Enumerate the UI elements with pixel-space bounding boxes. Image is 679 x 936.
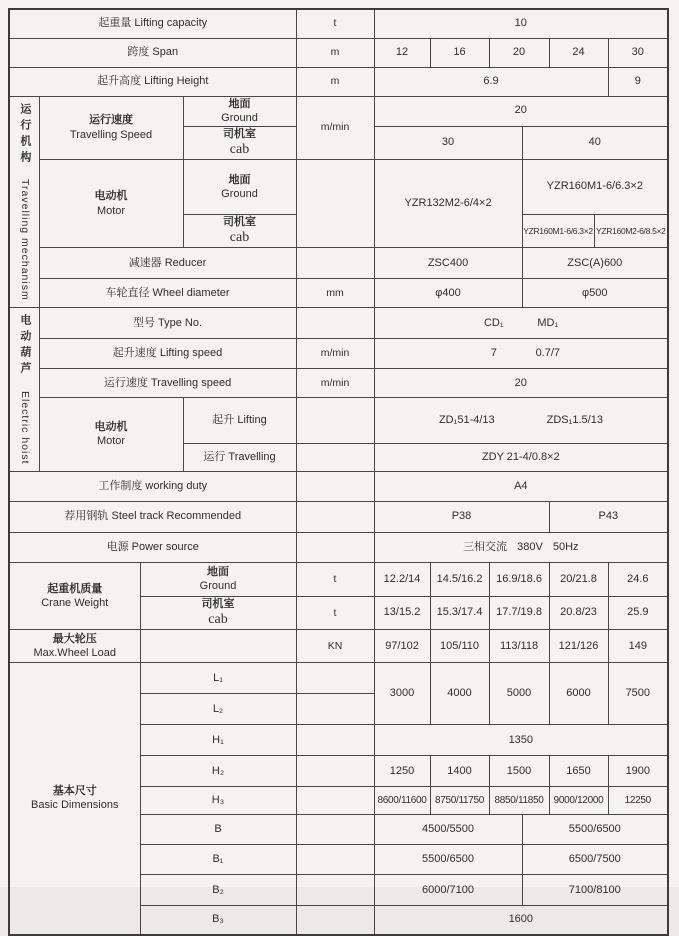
crane-weight-cab-value: 25.9 bbox=[608, 596, 668, 629]
hoist-motor-lifting-value-a: ZD₁51-4/13 bbox=[438, 413, 495, 426]
dimension-h2-sublabel: H₂ bbox=[140, 756, 296, 787]
crane-weight-cab-value: 15.3/17.4 bbox=[430, 596, 489, 629]
hoist-motor-label bbox=[39, 398, 183, 471]
crane-weight-cab-value: 13/15.2 bbox=[374, 596, 430, 629]
hoist-travelling-speed-unit: m/min bbox=[296, 369, 374, 398]
hoist-motor-label-zh: 电动机 bbox=[94, 421, 128, 434]
row-hoist-lifting-speed bbox=[9, 339, 668, 369]
crane-weight-ground-value: 24.6 bbox=[608, 562, 668, 596]
section-electric-hoist-en: Electric hoist bbox=[18, 391, 31, 465]
travelling-speed-cab-value-left: 30 bbox=[374, 126, 522, 159]
hoist-motor-lifting-values bbox=[374, 398, 668, 443]
type-no-unit-empty bbox=[296, 308, 374, 339]
dimension-b-sublabel: B bbox=[140, 815, 296, 845]
max-wheel-load-value: 105/110 bbox=[430, 630, 489, 663]
hoist-motor-travelling-value: ZDY 21-4/0.8×2 bbox=[374, 443, 668, 471]
tm-motor-label-zh: 电动机 bbox=[94, 190, 128, 203]
dimension-h3-value: 8850/11850 bbox=[489, 787, 549, 815]
max-wheel-load-value: 149 bbox=[608, 630, 668, 663]
hoist-motor-lifting-sublabel: 起升 Lifting bbox=[183, 398, 296, 443]
hoist-lifting-speed-unit: m/min bbox=[296, 339, 374, 369]
cab-zh: 司机室 bbox=[223, 127, 256, 140]
span-value: 24 bbox=[549, 38, 608, 67]
span-label: 跨度 Span bbox=[9, 38, 296, 67]
basic-dimensions-label-en: Basic Dimensions bbox=[31, 799, 119, 812]
dimension-b2-sublabel: B₂ bbox=[140, 875, 296, 906]
lifting-height-value-last: 9 bbox=[608, 67, 668, 96]
dimension-b2-value-right: 7100/8100 bbox=[522, 875, 668, 906]
row-type-no bbox=[9, 308, 668, 339]
dimension-h3-value: 12250 bbox=[608, 787, 668, 815]
reducer-unit-empty bbox=[296, 248, 374, 279]
max-wheel-load-label bbox=[9, 630, 140, 663]
type-no-label: 型号 Type No. bbox=[39, 308, 296, 339]
crane-weight-ground-unit: t bbox=[296, 562, 374, 596]
type-no-value-a: CD₁ bbox=[483, 316, 504, 329]
crane-weight-ground-value: 16.9/18.6 bbox=[489, 562, 549, 596]
tm-motor-value-bottom-right: YZR160M2-6/8.5×2 bbox=[594, 214, 668, 247]
hoist-lifting-speed-label: 起升速度 Lifting speed bbox=[39, 339, 296, 369]
tm-motor-value-bottom-left: YZR160M1-6/6.3×2 bbox=[522, 214, 594, 247]
type-no-values bbox=[374, 308, 668, 339]
working-duty-value: A4 bbox=[374, 471, 668, 501]
lifting-height-unit: m bbox=[296, 67, 374, 96]
reducer-value-left: ZSC400 bbox=[374, 248, 522, 279]
dimension-b3-sublabel: B₃ bbox=[140, 906, 296, 935]
ground-zh: 地面 bbox=[207, 565, 229, 578]
hoist-lifting-speed-value-b: 0.7/7 bbox=[535, 347, 561, 360]
crane-weight-cab-value: 17.7/19.8 bbox=[489, 596, 549, 629]
wheel-diameter-value-left: φ400 bbox=[374, 279, 522, 308]
span-value: 12 bbox=[374, 38, 430, 67]
row-tm-motor-ground bbox=[9, 159, 668, 214]
max-wheel-load-sublabel-empty bbox=[140, 630, 296, 663]
crane-weight-ground-value: 20/21.8 bbox=[549, 562, 608, 596]
dimension-h2-value: 1650 bbox=[549, 756, 608, 787]
dimension-l1-sublabel: L₁ bbox=[140, 663, 296, 694]
dimension-b-value-left: 4500/5500 bbox=[374, 815, 522, 845]
cab-en: cab bbox=[208, 611, 228, 627]
lifting-capacity-unit: t bbox=[296, 9, 374, 38]
section-travelling-mechanism-zh: 运行机构 bbox=[18, 102, 31, 167]
crane-weight-ground-sublabel bbox=[140, 562, 296, 596]
tm-motor-cab-sublabel bbox=[183, 214, 296, 247]
row-dimension-l1 bbox=[9, 663, 668, 694]
tm-motor-label-en: Motor bbox=[96, 204, 126, 217]
ground-en: Ground bbox=[221, 187, 258, 200]
power-source-value: 三相交流 380V 50Hz bbox=[374, 532, 668, 562]
row-wheel-diameter bbox=[9, 279, 668, 308]
hoist-lifting-speed-value-a: 7 bbox=[490, 347, 497, 360]
dimension-h3-sublabel: H₃ bbox=[140, 787, 296, 815]
row-travelling-speed-ground bbox=[9, 96, 668, 126]
travelling-speed-label-en: Travelling Speed bbox=[69, 128, 153, 141]
crane-weight-ground-value: 12.2/14 bbox=[374, 562, 430, 596]
tm-motor-label bbox=[39, 159, 183, 247]
dimension-h2-value: 1250 bbox=[374, 756, 430, 787]
steel-track-value-right: P43 bbox=[549, 501, 668, 532]
dimension-b1-value-left: 5500/6500 bbox=[374, 845, 522, 875]
basic-dimensions-label bbox=[9, 663, 140, 935]
row-hoist-motor-lifting bbox=[9, 398, 668, 443]
section-electric-hoist bbox=[9, 308, 39, 471]
row-lifting-capacity bbox=[9, 9, 668, 38]
steel-track-value-left: P38 bbox=[374, 501, 549, 532]
crane-weight-label-en: Crane Weight bbox=[41, 596, 109, 609]
row-steel-track bbox=[9, 501, 668, 532]
cab-en: cab bbox=[229, 141, 250, 157]
travelling-speed-label bbox=[39, 96, 183, 159]
section-electric-hoist-zh: 电动葫芦 bbox=[18, 314, 31, 379]
dimension-h2-value: 1900 bbox=[608, 756, 668, 787]
reducer-label: 减速器 Reducer bbox=[39, 248, 296, 279]
working-duty-unit-empty bbox=[296, 471, 374, 501]
hoist-travelling-speed-value: 20 bbox=[374, 369, 668, 398]
dimension-l2-sublabel: L₂ bbox=[140, 694, 296, 725]
working-duty-label: 工作制度 working duty bbox=[9, 471, 296, 501]
hoist-motor-lifting-value-b: ZDS₁1.5/13 bbox=[546, 413, 603, 426]
hoist-motor-lifting-unit-empty bbox=[296, 398, 374, 443]
dimension-l-value: 7500 bbox=[608, 663, 668, 725]
tm-motor-unit-empty bbox=[296, 159, 374, 247]
row-crane-weight-ground bbox=[9, 562, 668, 596]
hoist-motor-travelling-sublabel: 运行 Travelling bbox=[183, 443, 296, 471]
lifting-capacity-value: 10 bbox=[374, 9, 668, 38]
dimension-b2-value-left: 6000/7100 bbox=[374, 875, 522, 906]
crane-weight-ground-value: 14.5/16.2 bbox=[430, 562, 489, 596]
hoist-travelling-speed-label: 运行速度 Travelling speed bbox=[39, 369, 296, 398]
max-wheel-load-label-zh: 最大轮压 bbox=[52, 632, 97, 645]
span-unit: m bbox=[296, 38, 374, 67]
row-lifting-height bbox=[9, 67, 668, 96]
steel-track-unit-empty bbox=[296, 501, 374, 532]
travelling-speed-cab-sublabel bbox=[183, 126, 296, 159]
max-wheel-load-unit: KN bbox=[296, 630, 374, 663]
dimension-b1-value-right: 6500/7500 bbox=[522, 845, 668, 875]
ground-en: Ground bbox=[199, 580, 237, 593]
dimension-h3-value: 8750/11750 bbox=[430, 787, 489, 815]
dimension-b3-value: 1600 bbox=[374, 906, 668, 935]
dimension-h3-value: 9000/12000 bbox=[549, 787, 608, 815]
dimension-l-value: 5000 bbox=[489, 663, 549, 725]
section-travelling-mechanism-en: Travelling mechanism bbox=[18, 179, 31, 302]
dimension-h2-value: 1500 bbox=[489, 756, 549, 787]
wheel-diameter-label: 车轮直径 Wheel diameter bbox=[39, 279, 296, 308]
max-wheel-load-value: 121/126 bbox=[549, 630, 608, 663]
dimension-h3-unit-empty bbox=[296, 787, 374, 815]
row-hoist-travelling-speed bbox=[9, 369, 668, 398]
max-wheel-load-value: 113/118 bbox=[489, 630, 549, 663]
cab-zh: 司机室 bbox=[223, 215, 256, 228]
ground-zh: 地面 bbox=[228, 97, 251, 110]
dimension-b1-sublabel: B₁ bbox=[140, 845, 296, 875]
dimension-h1-value: 1350 bbox=[374, 725, 668, 756]
travelling-speed-unit: m/min bbox=[296, 96, 374, 159]
dimension-h1-sublabel: H₁ bbox=[140, 725, 296, 756]
travelling-speed-cab-value-right: 40 bbox=[522, 126, 668, 159]
section-travelling-mechanism bbox=[9, 96, 39, 308]
row-working-duty bbox=[9, 471, 668, 501]
row-power-source bbox=[9, 532, 668, 562]
tm-motor-ground-sublabel bbox=[183, 159, 296, 214]
lifting-capacity-label: 起重量 Lifting capacity bbox=[9, 9, 296, 38]
reducer-value-right: ZSC(A)600 bbox=[522, 248, 668, 279]
hoist-motor-label-en: Motor bbox=[96, 435, 126, 448]
row-max-wheel-load bbox=[9, 630, 668, 663]
dimension-h1-unit-empty bbox=[296, 725, 374, 756]
lifting-height-label: 起升高度 Lifting Height bbox=[9, 67, 296, 96]
travelling-speed-ground-value: 20 bbox=[374, 96, 668, 126]
power-source-unit-empty bbox=[296, 532, 374, 562]
power-source-label: 电源 Power source bbox=[9, 532, 296, 562]
type-no-value-b: MD₁ bbox=[537, 316, 559, 329]
hoist-lifting-speed-values bbox=[374, 339, 668, 369]
dimension-l-value: 6000 bbox=[549, 663, 608, 725]
wheel-diameter-unit: mm bbox=[296, 279, 374, 308]
cab-en: cab bbox=[229, 229, 250, 245]
steel-track-label: 荐用钢轨 Steel track Recommended bbox=[9, 501, 296, 532]
basic-dimensions-label-zh: 基本尺寸 bbox=[52, 785, 97, 798]
dimension-b3-unit-empty bbox=[296, 906, 374, 935]
travelling-speed-label-zh: 运行速度 bbox=[89, 114, 133, 127]
dimension-b-value-right: 5500/6500 bbox=[522, 815, 668, 845]
span-value: 16 bbox=[430, 38, 489, 67]
dimension-l1-unit-empty bbox=[296, 663, 374, 694]
ground-en: Ground bbox=[221, 112, 258, 124]
max-wheel-load-label-en: Max.Wheel Load bbox=[33, 647, 117, 660]
crane-weight-label-zh: 起重机质量 bbox=[47, 582, 103, 595]
crane-weight-label bbox=[9, 562, 140, 629]
crane-specification-table bbox=[8, 8, 669, 936]
dimension-l2-unit-empty bbox=[296, 694, 374, 725]
tm-motor-value-right-top: YZR160M1-6/6.3×2 bbox=[522, 159, 668, 214]
dimension-h2-unit-empty bbox=[296, 756, 374, 787]
crane-weight-cab-sublabel bbox=[140, 596, 296, 629]
crane-weight-cab-unit: t bbox=[296, 596, 374, 629]
dimension-b2-unit-empty bbox=[296, 875, 374, 906]
dimension-l-value: 4000 bbox=[430, 663, 489, 725]
dimension-h2-value: 1400 bbox=[430, 756, 489, 787]
wheel-diameter-value-right: φ500 bbox=[522, 279, 668, 308]
cab-zh: 司机室 bbox=[201, 597, 235, 610]
dimension-b-unit-empty bbox=[296, 815, 374, 845]
span-value: 30 bbox=[608, 38, 668, 67]
travelling-speed-ground-sublabel bbox=[183, 96, 296, 126]
tm-motor-value-left: YZR132M2-6/4×2 bbox=[374, 159, 522, 247]
dimension-h3-value: 8600/11600 bbox=[374, 787, 430, 815]
row-reducer bbox=[9, 248, 668, 279]
row-span bbox=[9, 38, 668, 67]
ground-zh: 地面 bbox=[228, 173, 251, 186]
span-value: 20 bbox=[489, 38, 549, 67]
max-wheel-load-value: 97/102 bbox=[374, 630, 430, 663]
hoist-motor-travelling-unit-empty bbox=[296, 443, 374, 471]
dimension-l-value: 3000 bbox=[374, 663, 430, 725]
crane-weight-cab-value: 20.8/23 bbox=[549, 596, 608, 629]
lifting-height-value-main: 6.9 bbox=[374, 67, 608, 96]
dimension-b1-unit-empty bbox=[296, 845, 374, 875]
